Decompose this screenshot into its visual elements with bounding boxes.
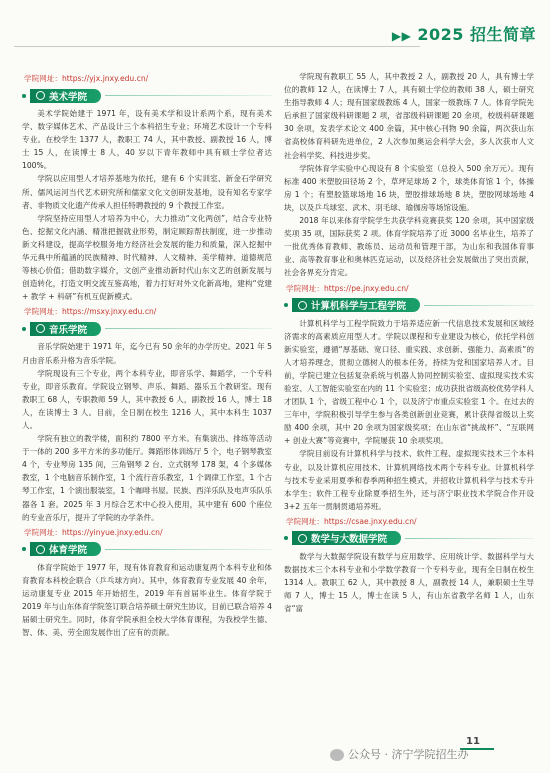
- page-header: [0, 8, 550, 58]
- section-title: 美术学院: [49, 91, 88, 103]
- section-heading-math: [284, 531, 534, 546]
- watermark-text: 公众号 · 济宁学院招生办: [348, 748, 469, 761]
- section-heading-music: [22, 321, 272, 336]
- heading-rule: [105, 328, 272, 329]
- header-divider: [14, 46, 420, 47]
- section-heading-cs: [284, 298, 534, 313]
- watermark: [330, 746, 469, 762]
- paragraph: 体育学院始于 1977 年，现有体育教育和运动康复两个本科专业和体育教育本科校企联合（乒乓球方向）。其中，体育教育专业发展 40 余年，运动康复专业 2015 年开始招生，2019 年有首届毕业生。体育学院于 2019 年与山东体育学院签订联合培养硕士研究生协议，目前已联合培养 4 届硕士研究生。同时，体育学院承担全校大学体育课程，为我校学生德、智、体、美、劳全面发展作出了应有的贡献。: [22, 562, 272, 638]
- paragraph: 学院有独立的教学楼，面积约 7800 平方米。有集演出、排练等活动于一体的 200 多平方米的多功能厅。舞蹈形体训练厅 5 个，电子钢琴教室 4 个，专业琴房 135 间，三角钢琴 2 台、立式钢琴 178 架，4 个多媒体教室，1 个电脑音乐制作室，1 个流行音乐教室，1 个调律工作室，1 个古琴工作室，1 个演出服装室，1 个咖啡书屋。民族、西洋乐队及电声乐队乐器各 1 套。2025 年 3 月综合艺术中心投入使用，其中建有 600 个座位的专业音乐厅，提升了学院的办学条件。: [22, 434, 272, 522]
- paragraph: 学院现有教职工 55 人，其中教授 2 人，副教授 20 人，具有博士学位的教师 12 人，在读博士 7 人，具有硕士学位的教师 38 人，硕士研究生指导教师 4 人；现有国家级教练 4 人，国家一级教练 7 人。体育学院先后承担了国家级科研课题 2 项，省部级科研课题 20 余项，校级科研课题 30 余项，发表学术论文 400 余篇，其中核心刊物 90 余篇，两次获山东省高校体育科研先进单位，2 人次参加奥运会科学大会，多人次获市人文社会科学奖、科技进步奖。: [284, 72, 534, 160]
- double-arrow-icon: ▶▶: [391, 29, 412, 43]
- circle-icon: [36, 324, 45, 333]
- bullet-dot-icon: [284, 303, 288, 307]
- section-heading-art: [22, 88, 272, 103]
- bullet-dot-icon: [284, 536, 288, 540]
- paragraph: 学院以应用型人才培养基地为依托，建有 6 个实训室、新金石学研究所、儒风运河当代艺术研究所和儒家文化文创研发基地，设有知名专家学者、非物质文化遗产传承人担任特聘教授的 9 个教授工作室。: [22, 174, 272, 210]
- heading-rule: [405, 538, 534, 539]
- section-title: 数学与大数据学院: [311, 534, 388, 546]
- paragraph: 学院坚持应用型人才培养为中心，大力推动“文化两创”，结合专业特色、挖掘文化内涵、精准把握就业形势，制定顾踪帮扶制度，进一步推动新文科建设，提高学校服务地方经济社会发展的能力和质量，深入挖掘中华元典中所蕴涵的民族精神、时代精神、人文精神、美学精神、道德规范等核心价值；借助数字媒介，文创产业推动新时代山东文艺的创新发展与创造转化，打造文明交流互鉴高地，着力打好对外文化新高地，建构“党建 + 教学 + 科研”有机互促新模式。: [22, 213, 272, 302]
- paragraph: 学院现设有三个专业，两个本科专业，即音乐学、舞蹈学，一个专科专业，即音乐教育。学院设立钢琴、声乐、舞蹈、器乐五个教研室。现有教职工 68 人，专职教师 59 人，其中教授 6 人，副教授 16 人，博士 18 人，在读博士 3 人。目前，全日制在校生 1216 人，其中本科生 1037 人。: [22, 368, 272, 430]
- heading-rule: [105, 95, 272, 96]
- paragraph: 学院目前设有计算机科学与技术、软件工程、虚拟现实技术三个本科专业，以及计算机应用技术、计算机网络技术两个专科专业。计算机科学与技术专业采用夏季和春季两种招生模式，并招收计算机科学与技术专升本学生；软件工程专业除夏季招生外，还与济宁职业技术学院合作开设 3+2 五年一贯制贯通培养班。: [284, 449, 534, 511]
- cs-college-url[interactable]: 学院网址：https://csae.jnxy.edu.cn/: [286, 516, 417, 526]
- paragraph: 美术学院始建于 1971 年，设有美术学和设计系两个系，现有美术学、数字媒体艺术、产品设计三个本科招生专业；环境艺术设计一个专科专业。在校学生 1377 人，教职工 74 人，其中教授、副教授 16 人，博士 15 人，在读博士 8 人，40 岁以下青年教师中具有硕士学位者达 100%。: [22, 109, 272, 171]
- section-title: 计算机科学与工程学院: [311, 301, 407, 312]
- music-college-url[interactable]: 学院网址：https://msxy.jnxy.edu.cn/: [24, 307, 157, 317]
- bullet-dot-icon: [22, 547, 26, 551]
- section-title: 音乐学院: [49, 324, 88, 336]
- left-column: [22, 70, 272, 639]
- circle-icon: [36, 545, 45, 554]
- page-number: 11: [466, 736, 480, 747]
- art-college-url[interactable]: 学院网址：https://yjx.jnxy.edu.cn/: [24, 74, 149, 83]
- circle-icon: [298, 534, 307, 543]
- right-column: [284, 70, 534, 615]
- heading-rule: [424, 305, 534, 306]
- circle-icon: [298, 301, 307, 310]
- header-title: [392, 22, 536, 45]
- paragraph: 音乐学院始建于 1971 年，迄今已有 50 余年的办学历史。2021 年 5 月由音乐系升格为音乐学院。: [22, 342, 272, 365]
- section-title: 体育学院: [49, 545, 88, 557]
- paragraph: 数学与大数据学院设有数学与应用数学、应用统计学、数据科学与大数据技术三个本科专业和小学数学教育一个专科专业，现有全日制在校生 1314 人。教职工 62 人，其中教授 8 人，副教授 14 人，兼职硕士生导师 7 人，博士 15 人，博士在读 5 人，有山东省教学名师 1 人，山东省“富: [284, 551, 534, 614]
- paragraph: 学院体育学实验中心现设有 8 个实验室（总投入 500 余万元）。现有标准 400 米塑胶田径场 2 个，草坪足球场 2 个，球类体育馆 1 个，体操房 1 个；有塑胶篮球场地 16 块，塑胶排球场地 8 块，塑胶网球场地 4 块，以及乒乓球室、武术、羽毛球、瑜伽房等场馆设施。: [284, 163, 534, 212]
- music-site-url[interactable]: 学院网址：https://yinyue.jnxy.edu.cn/: [24, 527, 163, 537]
- pe-college-url[interactable]: 学院网址：https://pe.jnxy.edu.cn/: [286, 283, 409, 293]
- wechat-icon: [330, 749, 344, 761]
- bullet-dot-icon: [22, 327, 26, 331]
- paragraph: 2018 年以来体育学院学生共获学科竞赛获奖 120 余项，其中国家级奖项 35 项，国际获奖 2 项。体育学院培养了近 3000 名毕业生，培养了一批优秀体育教师、教练员、运动员和管理干部，为山东和我国体育事业、高等教育事业和奥林匹克运动，以及经济社会发展做出了突出贡献，社会各界充分肯定。: [284, 216, 534, 278]
- bullet-dot-icon: [22, 94, 26, 98]
- circle-icon: [36, 91, 45, 100]
- section-heading-pe: [22, 542, 272, 557]
- paragraph: 计算机科学与工程学院致力于培养适应新一代信息技术发展和区域经济需求的高素质应用型人才。学院以课程和专业建设为核心，依托学科创新实验室，遵循“厚基础、宽口径、重实践、求创新、强能力、高素质”的人才培养理念，贯彻立德树人的根本任务，持续为党和国家培养人才。目前，学院已建立包括复杂系统与机器人协同控制实验室、虚拟现实技术实验室、人工智能实验室在内的 11 个实验室；成功获批省级高校优势学科人才团队 1 个，省级工程中心 1 个，以及济宁市重点实验室 1 个。在过去的三年中，学院积极引导学生参与各类创新创业竞赛，累计获得省级以上奖励 400 余项，其中 20 余项为国家级奖项；在山东省“挑战杯”、“互联网 + 创业大赛”等竞赛中，学院屡获 10 余项奖项。: [284, 318, 534, 446]
- header-title-text: 2025 招生简章: [417, 25, 536, 44]
- heading-rule: [105, 549, 272, 550]
